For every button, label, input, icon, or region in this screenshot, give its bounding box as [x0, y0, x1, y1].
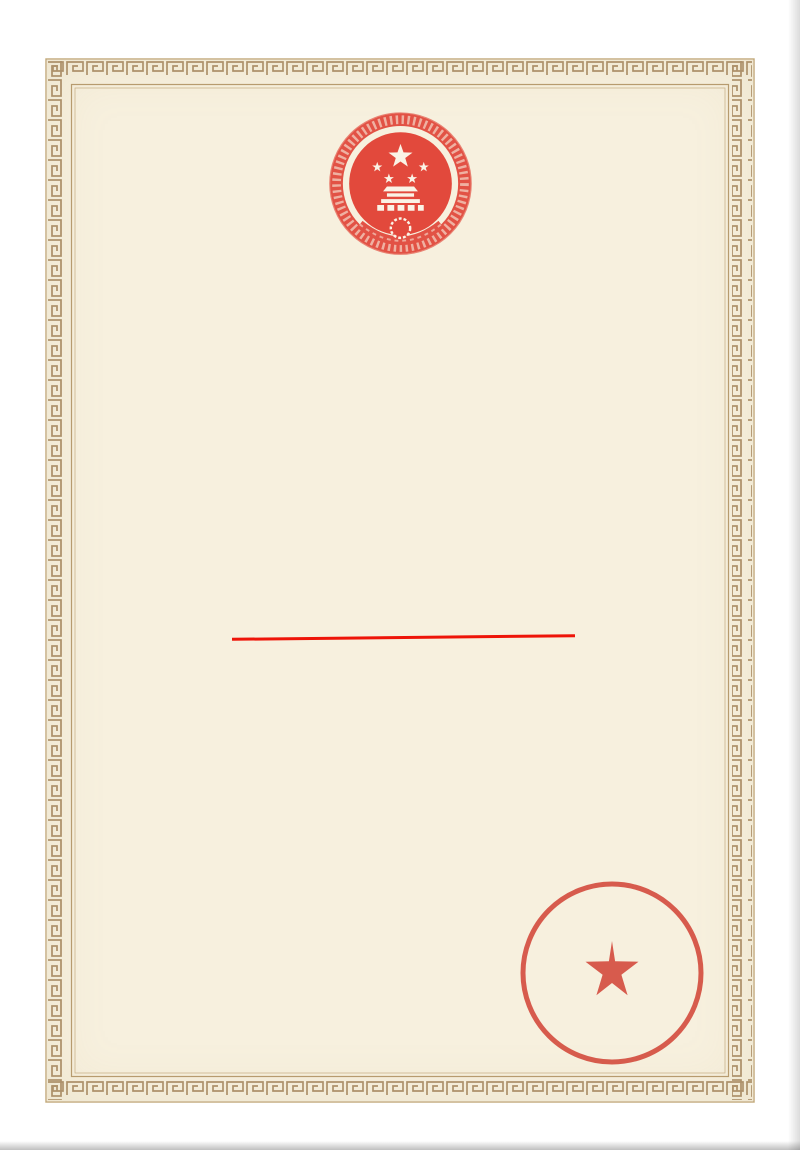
business-license-sheet	[45, 58, 755, 1103]
national-emblem-icon	[323, 110, 478, 265]
scan-edge-shadow-right	[788, 0, 800, 1150]
qr-code	[95, 772, 269, 946]
scan-edge-shadow-bottom	[0, 1141, 800, 1150]
official-seal	[515, 876, 710, 1071]
